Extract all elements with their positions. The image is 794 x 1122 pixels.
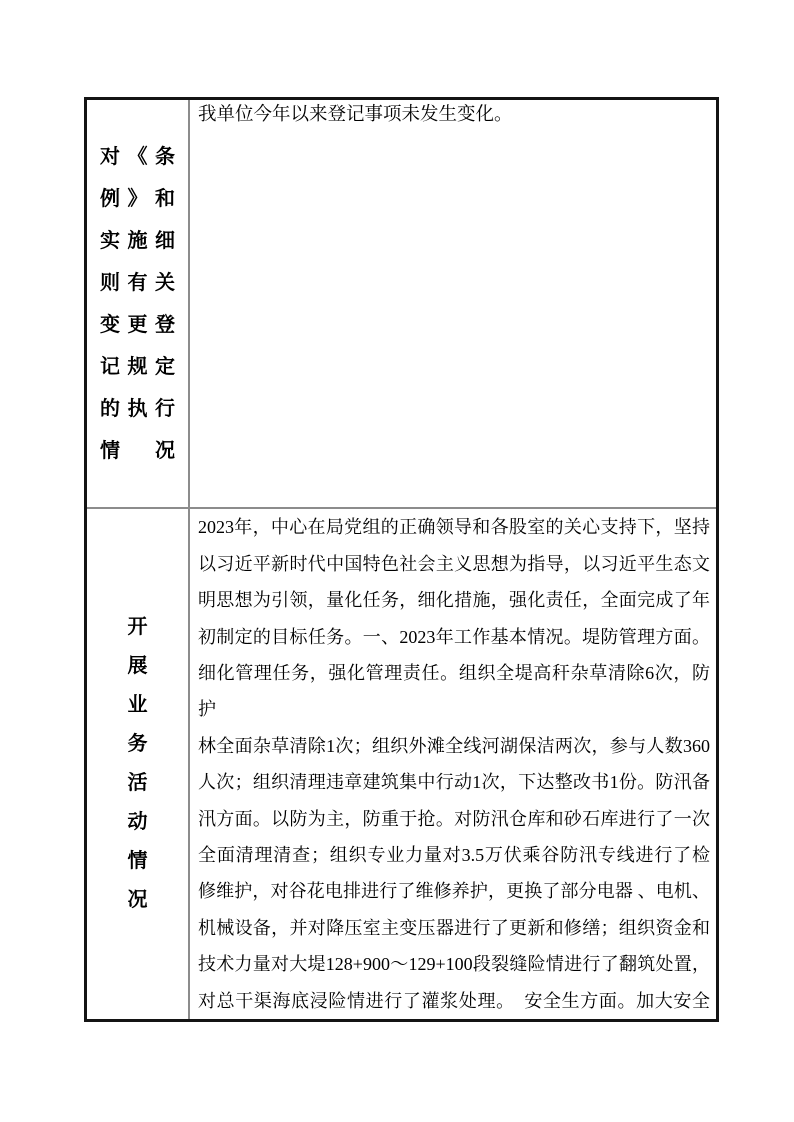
label-line: 动 xyxy=(127,811,148,834)
label-line: 况 xyxy=(127,889,148,912)
row-content-registration-changes xyxy=(190,100,716,507)
label-line: 则有关 xyxy=(100,271,175,294)
row-label-registration-changes xyxy=(87,100,190,507)
content-line: 初制定的目标任务。一、2023年工作基本情况。堤防管理方面。 xyxy=(198,626,710,647)
label-line: 展 xyxy=(127,655,148,678)
label-line: 务 xyxy=(127,733,148,756)
content-line: 汛方面。以防为主，防重于抢。对防汛仓库和砂石库进行了一次 xyxy=(198,808,710,829)
content-line: 人次；组织清理违章建筑集中行动1次，下达整改书1份。防汛备 xyxy=(198,772,710,793)
label-line: 开 xyxy=(127,616,148,639)
table-row-registration-changes xyxy=(87,100,716,509)
label-line: 情 况 xyxy=(100,439,175,462)
content-line: 我单位今年以来登记事项未发生变化。 xyxy=(198,105,513,125)
annual-report-table xyxy=(84,97,719,1022)
label-line: 例》和 xyxy=(100,187,175,210)
label-line: 的执行 xyxy=(100,397,175,420)
label-line: 对《条 xyxy=(100,145,175,168)
content-line: 以习近平新时代中国特色社会主义思想为指导，以习近平生态文 xyxy=(198,553,710,574)
table-row-business-activities xyxy=(87,509,716,1019)
label-line: 记规定 xyxy=(100,355,175,378)
label-line: 业 xyxy=(127,694,148,717)
label-line: 活 xyxy=(127,772,148,795)
label-line: 情 xyxy=(127,850,148,873)
row-label-business-activities xyxy=(87,509,190,1019)
content-line: 对总干渠海底浸险情进行了灌浆处理。 安全生方面。加大安全 xyxy=(198,990,710,1011)
content-line: 2023年，中心在局党组的正确领导和各股室的关心支持下，坚持 xyxy=(198,517,710,538)
label-line: 变更登 xyxy=(100,313,175,336)
content-line: 机械设备，并对降压室主变压器进行了更新和修缮；组织资金和 xyxy=(198,917,710,938)
row-content-business-activities xyxy=(190,509,716,1019)
content-line: 明思想为引领，量化任务，细化措施，强化责任，全面完成了年 xyxy=(198,590,710,611)
label-line: 实施细 xyxy=(100,229,175,252)
content-line: 林全面杂草清除1次；组织外滩全线河湖保洁两次，参与人数360 xyxy=(198,735,710,756)
content-line: 技术力量对大堤128+900～129+100段裂缝险情进行了翻筑处置， xyxy=(198,954,710,975)
content-line: 修维护，对谷花电排进行了维修养护，更换了部分电器 、电机、 xyxy=(198,881,710,902)
content-line: 全面清理清查；组织专业力量对3.5万伏乘谷防汛专线进行了检 xyxy=(198,844,710,865)
content-line: 细化管理任务，强化管理责任。组织全堤高秆杂草清除6次，防护 xyxy=(198,662,710,720)
